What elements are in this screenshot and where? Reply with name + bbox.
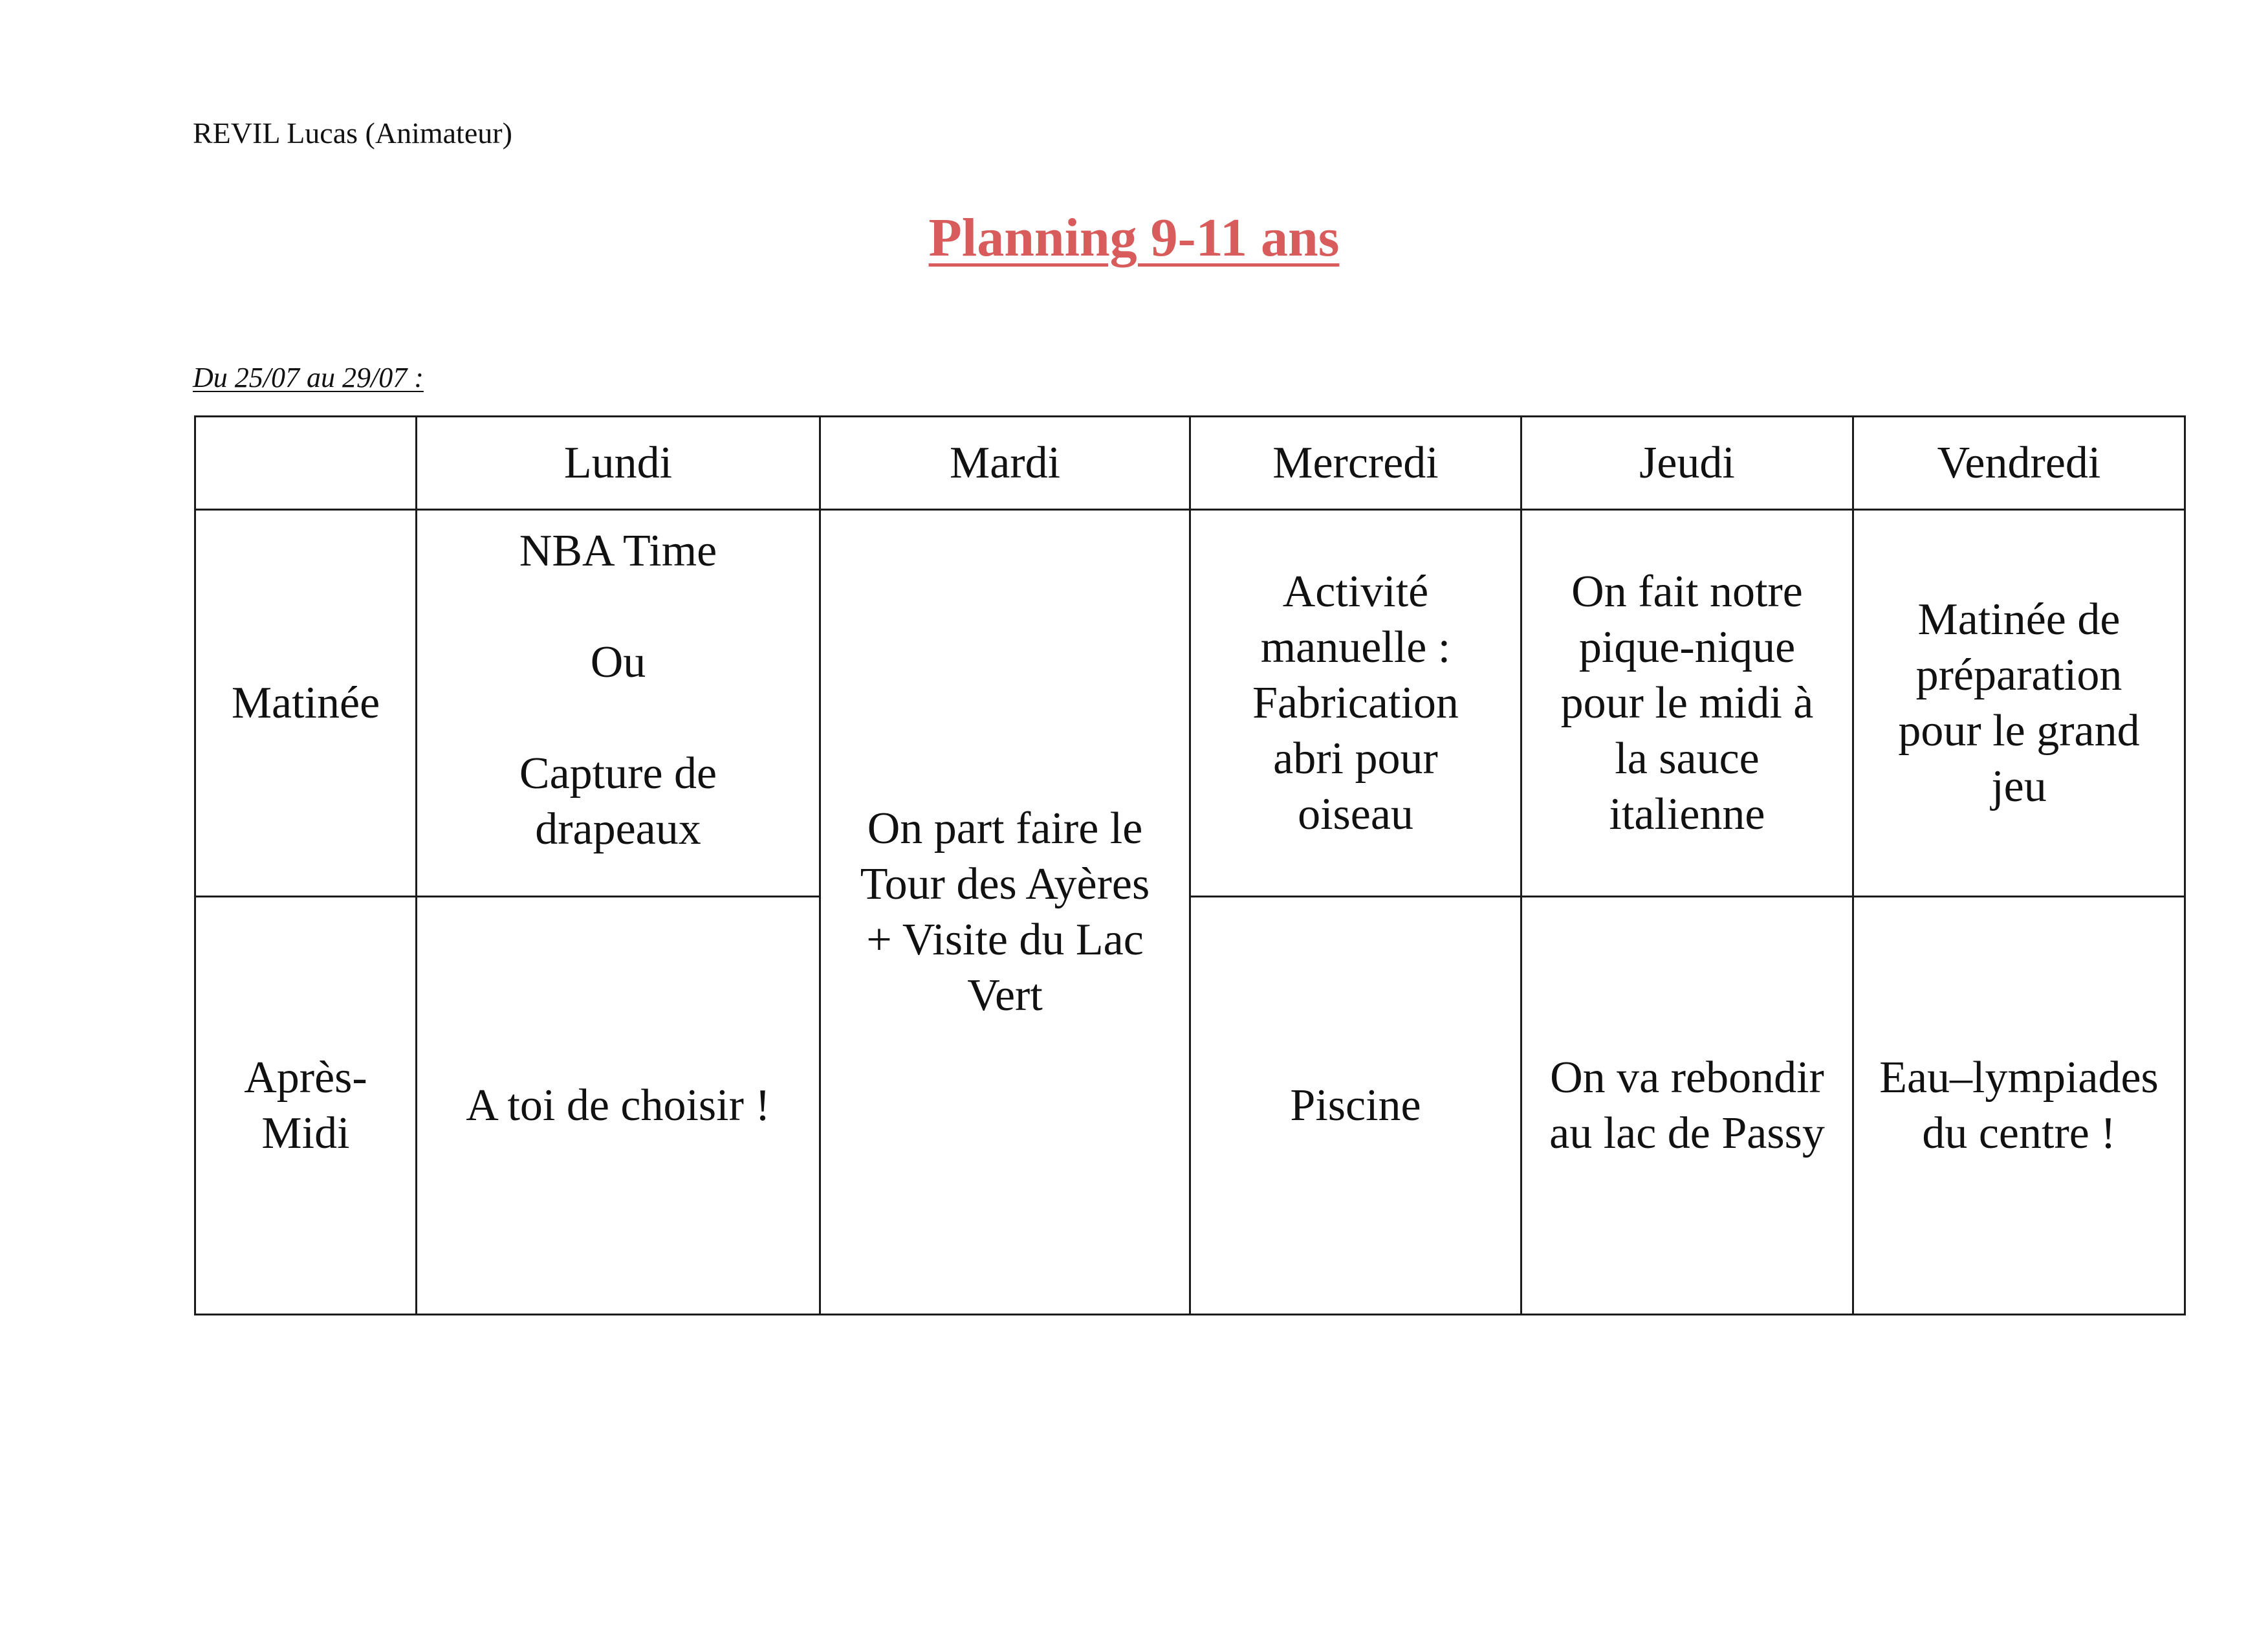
planning-table — [194, 415, 2186, 1315]
author-line: REVIL Lucas (Animateur) — [193, 116, 512, 149]
header-mercredi: Mercredi — [1190, 417, 1521, 510]
document-title — [0, 206, 2268, 270]
cell-jeudi-afternoon: On va rebondir au lac de Passy — [1521, 897, 1853, 1315]
morning-label: Matinée — [195, 510, 417, 897]
date-range: Du 25/07 au 29/07 : — [193, 362, 424, 393]
cell-jeudi-morning: On fait notre pique-nique pour le midi à la sauce italienne — [1521, 510, 1853, 897]
header-lundi: Lundi — [417, 417, 820, 510]
header-corner-cell — [195, 417, 417, 510]
cell-vendredi-morning: Matinée de préparation pour le grand jeu — [1853, 510, 2185, 897]
header-jeudi: Jeudi — [1521, 417, 1853, 510]
cell-mardi-full-day: On part faire le Tour des Ayères + Visite du Lac Vert — [820, 510, 1190, 1315]
afternoon-label: Après- Midi — [195, 897, 417, 1315]
document-title-text: Planning 9-11 ans — [928, 208, 1340, 268]
morning-row — [195, 510, 2185, 897]
cell-mercredi-morning: Activité manuelle : Fabrication abri pour oiseau — [1190, 510, 1521, 897]
table-header-row — [195, 417, 2185, 510]
afternoon-row — [195, 897, 2185, 1315]
header-mardi: Mardi — [820, 417, 1190, 510]
cell-vendredi-afternoon: Eau–lympiades du centre ! — [1853, 897, 2185, 1315]
header-vendredi: Vendredi — [1853, 417, 2185, 510]
cell-lundi-morning: NBA Time Ou Capture de drapeaux — [417, 510, 820, 897]
cell-lundi-afternoon: A toi de choisir ! — [417, 897, 820, 1315]
cell-mercredi-afternoon: Piscine — [1190, 897, 1521, 1315]
